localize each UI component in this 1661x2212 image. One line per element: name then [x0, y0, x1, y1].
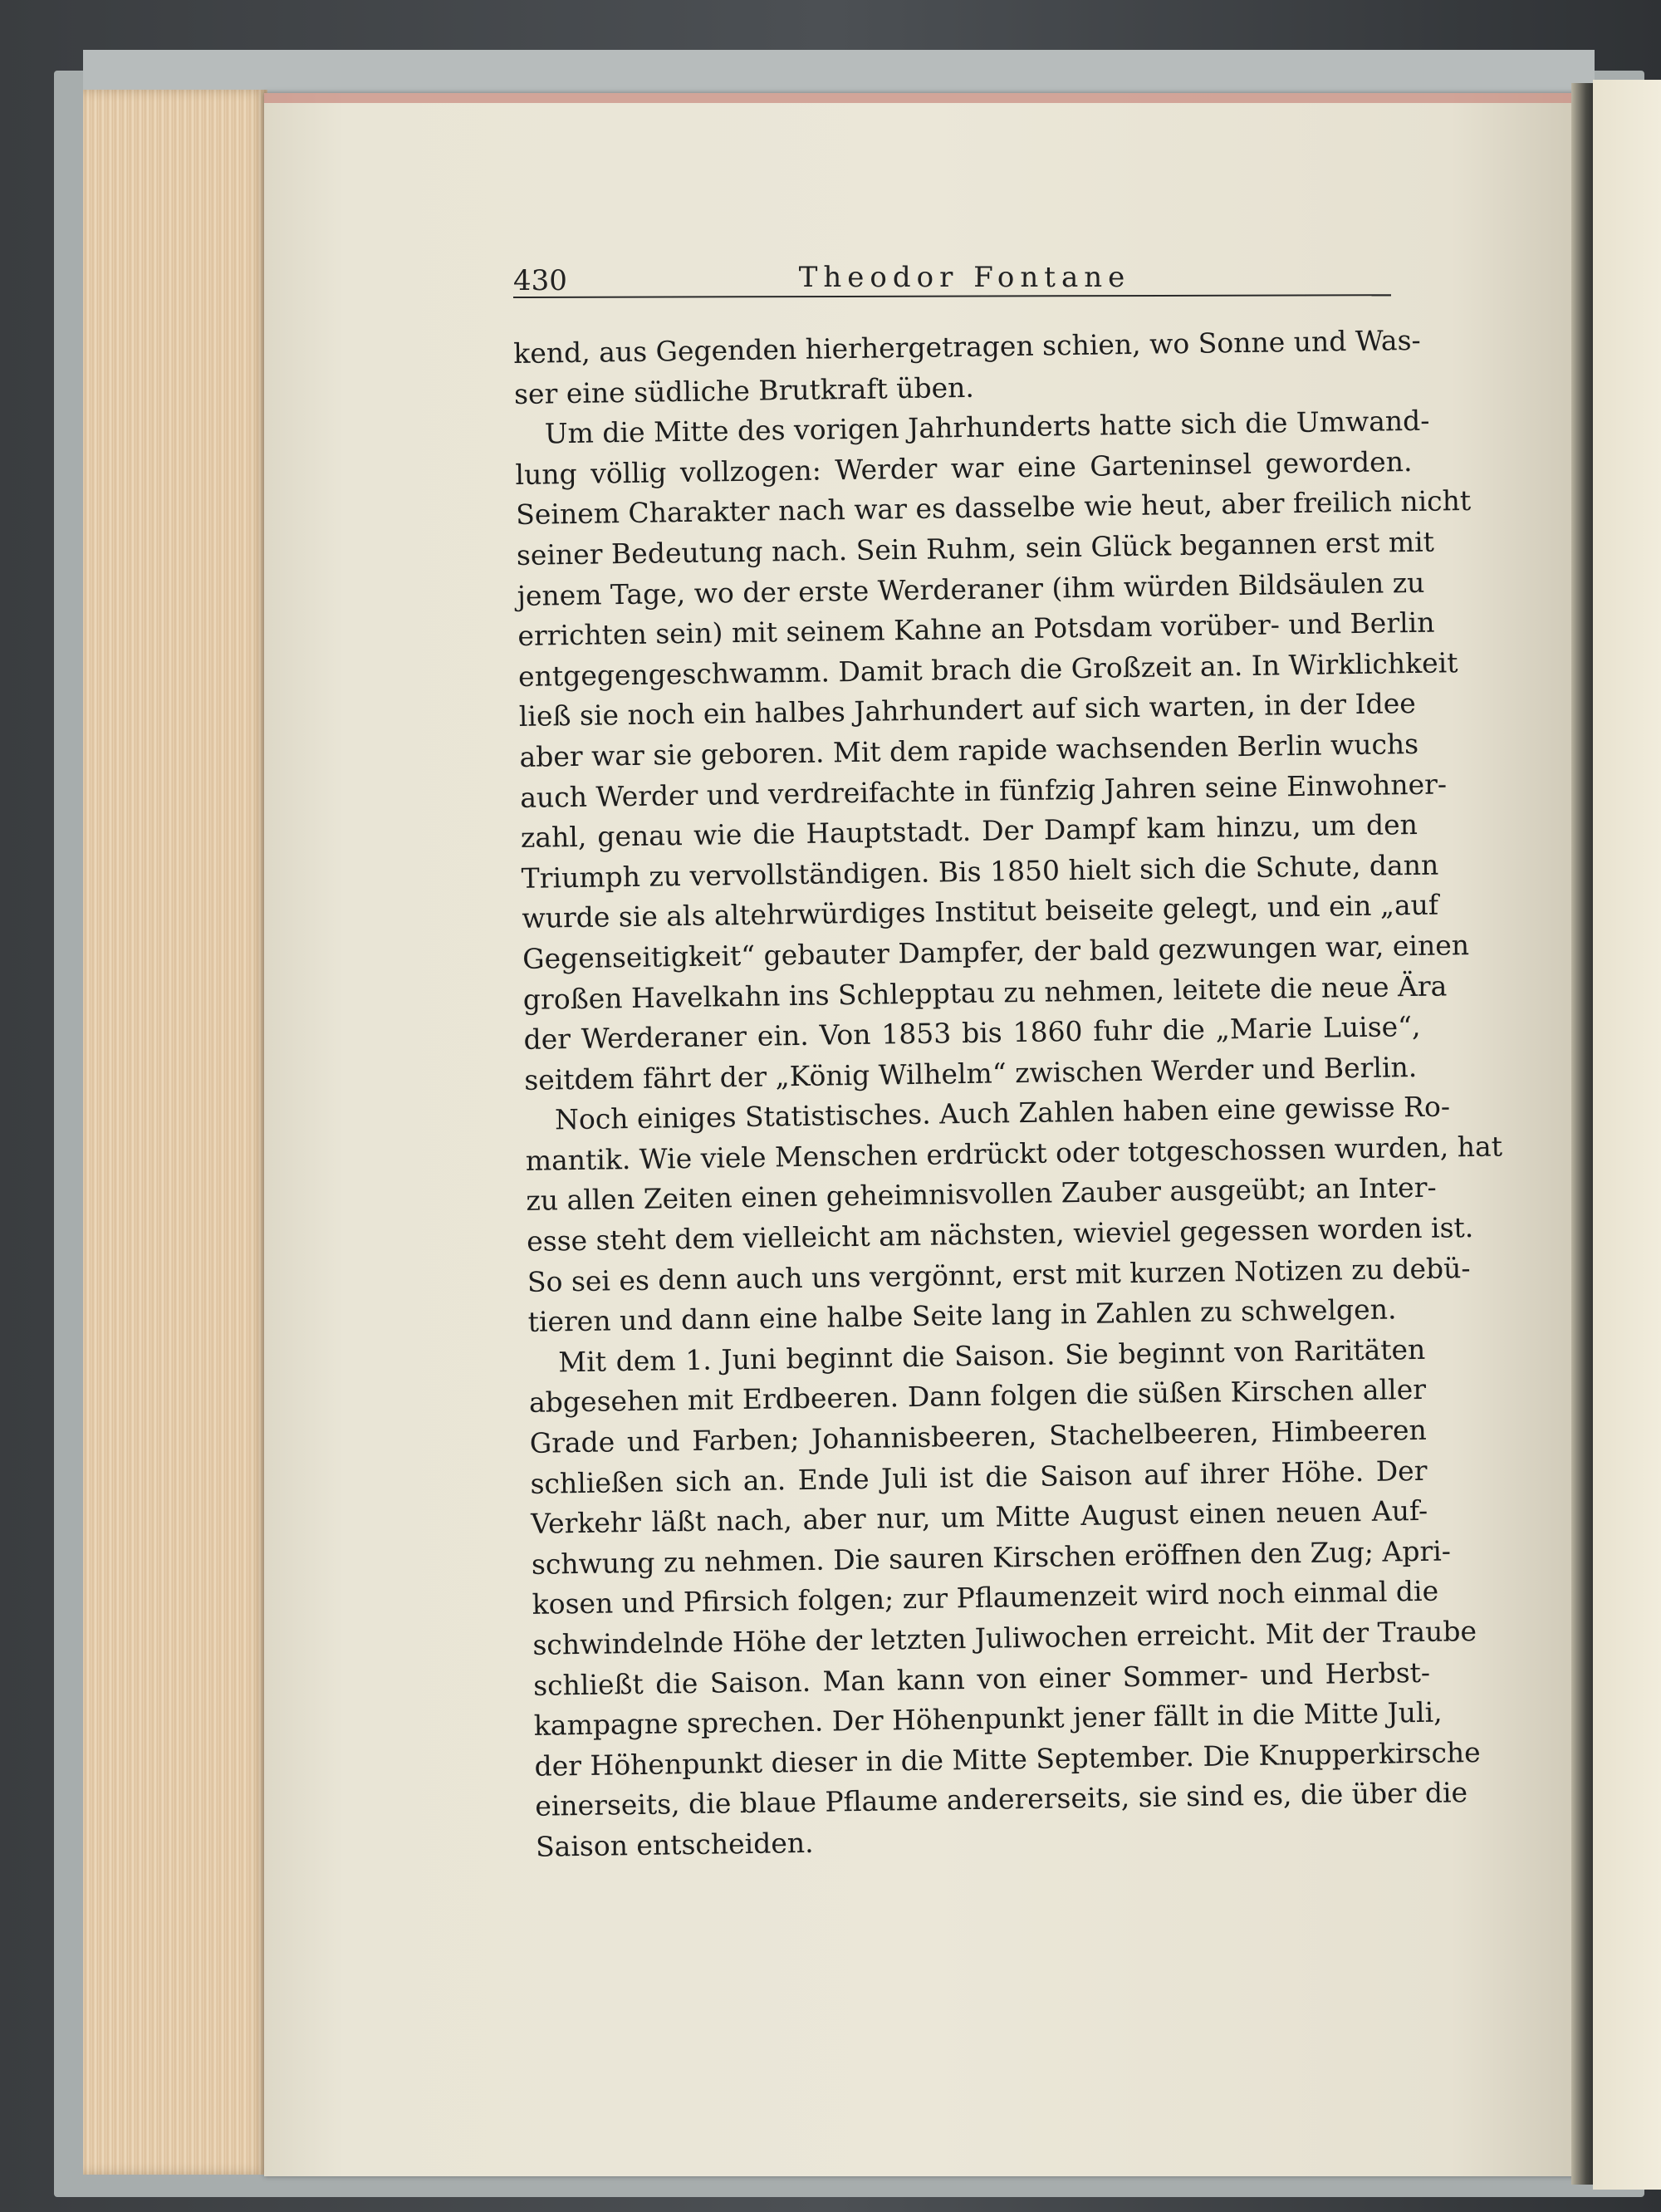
- text-line: Grade und Farben; Johannisbeeren, Stachelbeeren, Himbeeren: [529, 1413, 1427, 1459]
- text-line: errichten sein) mit seinem Kahne an Potsdam vorüber- und Berlin: [517, 606, 1435, 653]
- page-edges: [83, 90, 267, 2175]
- text-line: auch Werder und verdreifachte in fünfzig Jahren seine Einwohner-: [519, 767, 1448, 814]
- text-line: seiner Bedeutung nach. Sein Ruhm, sein Glück begannen erst mit: [516, 525, 1435, 571]
- text-line: esse steht dem vielleicht am nächsten, wieviel gegessen worden ist.: [526, 1211, 1474, 1258]
- facing-page: [1593, 80, 1661, 2190]
- text-line: der Höhenpunkt dieser in die Mitte September. Die Knupperkirsche: [534, 1735, 1481, 1783]
- text-line: seitdem fährt der „König Wilhelm“ zwischen Werder und Berlin.: [524, 1050, 1418, 1096]
- running-title: Theodor Fontane: [798, 261, 1131, 294]
- text-line: abgesehen mit Erdbeeren. Dann folgen die süßen Kirschen aller: [528, 1373, 1427, 1420]
- text-line: großen Havelkahn ins Schlepptau zu nehmen, leitete die neue Ära: [522, 969, 1448, 1016]
- text-line: zu allen Zeiten einen geheimnisvollen Zauber ausgeübt; an Inter-: [526, 1171, 1437, 1218]
- text-line: schließt die Saison. Man kann von einer Sommer- und Herbst-: [532, 1655, 1431, 1702]
- text-line: So sei es denn auch uns vergönnt, erst mit kurzen Notizen zu debü-: [527, 1251, 1471, 1298]
- running-head: [513, 259, 1391, 296]
- paragraph-4: [528, 1330, 1481, 1868]
- text-line: ser eine südliche Brutkraft üben.: [513, 370, 975, 410]
- text-line: Triumph zu vervollständigen. Bis 1850 hielt sich die Schute, dann: [521, 848, 1439, 895]
- paragraph-2: [514, 401, 1472, 1101]
- book-cover-top: [83, 50, 1595, 100]
- text-line: kosen und Pfirsich folgen; zur Pflaumenzeit wird noch einmal die: [532, 1575, 1439, 1621]
- text-line: Um die Mitte des vorigen Jahrhunderts hatte sich die Umwand-: [544, 404, 1430, 450]
- text-line: Gegenseitigkeit“ gebauter Dampfer, der bald gezwungen war, einen: [522, 928, 1470, 975]
- text-line: lung völlig vollzogen: Werder war eine Garteninsel geworden.: [515, 444, 1413, 491]
- text-line: Verkehr läßt nach, aber nur, um Mitte August einen neuen Auf-: [530, 1494, 1428, 1541]
- text-line: Seinem Charakter nach war es dasselbe wie heut, aber freilich nicht: [515, 484, 1472, 532]
- text-line: wurde sie als altehrwürdiges Institut beiseite gelegt, und ein „auf: [522, 888, 1439, 935]
- text-line: tieren und dann eine halbe Seite lang in Zahlen zu schwelgen.: [527, 1292, 1397, 1339]
- text-line: schwung zu nehmen. Die sauren Kirschen eröffnen den Zug; Apri-: [531, 1534, 1452, 1581]
- paragraph-1: [513, 321, 1421, 414]
- text-line: einerseits, die blaue Pflaume andererseits, sie sind es, die über die: [535, 1776, 1468, 1823]
- text-line: der Werderaner ein. Von 1853 bis 1860 fuhr die „Marie Luise“,: [523, 1009, 1421, 1056]
- text-line: schließen sich an. Ende Juli ist die Saison auf ihrer Höhe. Der: [530, 1454, 1428, 1500]
- text-line: schwindelnde Höhe der letzten Juliwochen erreicht. Mit der Traube: [532, 1614, 1477, 1661]
- paragraph-3: [525, 1087, 1503, 1343]
- page-top-edge: [264, 93, 1593, 103]
- text-line: Noch einiges Statistisches. Auch Zahlen haben eine gewisse Ro-: [554, 1090, 1451, 1136]
- text-line: Saison entscheiden.: [535, 1826, 814, 1863]
- text-line: kend, aus Gegenden hierhergetragen schien, wo Sonne und Was-: [513, 323, 1421, 370]
- text-line: jenem Tage, wo der erste Werderaner (ihm würden Bildsäulen zu: [517, 566, 1425, 612]
- page-number: 430: [513, 264, 567, 297]
- text-line: mantik. Wie viele Menschen erdrückt oder totgeschossen wurden, hat: [525, 1130, 1503, 1177]
- text-line: kampagne sprechen. Der Höhenpunkt jener fällt in die Mitte Juli,: [533, 1695, 1443, 1743]
- text-line: zahl, genau wie die Hauptstadt. Der Dampf kam hinzu, um den: [520, 808, 1418, 855]
- body-text: [513, 321, 1503, 1867]
- text-line: entgegengeschwamm. Damit brach die Großzeit an. In Wirklichkeit: [517, 645, 1458, 693]
- text-line: aber war sie geboren. Mit dem rapide wachsenden Berlin wuchs: [519, 727, 1419, 773]
- text-line: Mit dem 1. Juni beginnt die Saison. Sie beginnt von Raritäten: [558, 1332, 1426, 1379]
- text-line: ließ sie noch ein halbes Jahrhundert auf sich warten, in der Idee: [518, 687, 1417, 733]
